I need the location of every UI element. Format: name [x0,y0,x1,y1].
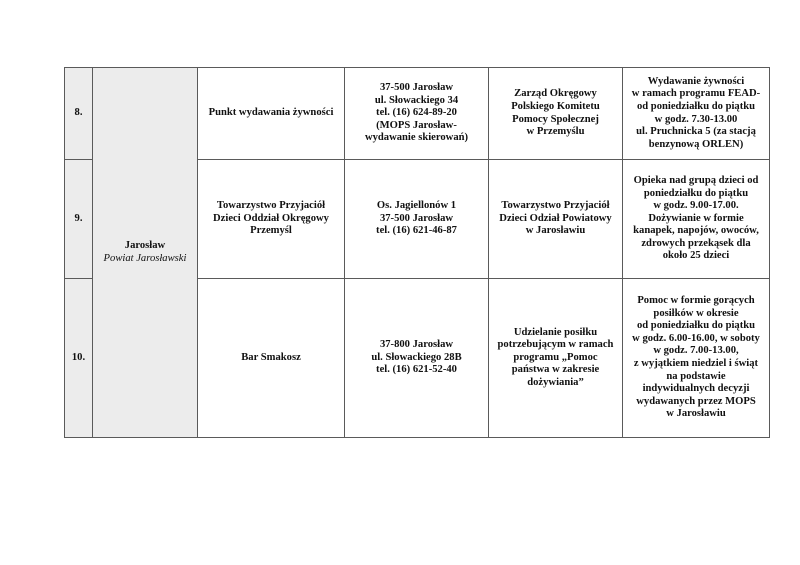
text-line: Udzielanie posiłku [513,326,598,338]
operator-cell [489,279,623,438]
text-line: tel. (16) 621-52-40 [376,364,457,376]
text-line: Wydawanie żywności [647,75,745,87]
text-line: dożywiania” [527,376,584,388]
row-number: 10. [65,279,93,438]
text-line: Pomocy Społecznej [512,113,599,125]
text-line: posiłków w okresie [653,307,739,319]
text-line: poniedziałku do piątku [643,187,749,199]
text-line: ul. Słowackiego 28B [371,351,462,363]
text-line: Opieka nad grupą dzieci od [633,174,759,186]
text-line: indywidualnych decyzji [642,383,750,395]
text-line: na podstawie [666,370,726,382]
text-line: z wyjątkiem niedziel i świąt [633,358,759,369]
text-line: Bar Smakosz [241,351,301,363]
text-line: w Jarosławiu [666,408,726,420]
text-line: w godz. 6.00-16.00, w soboty [632,332,760,344]
location-cell [93,68,198,438]
text-line: Pomoc w formie gorących [637,295,755,307]
text-line: benzynową ORLEN) [648,138,744,150]
text-line: w Przemyślu [526,126,585,138]
text-line: wydawanie skierowań) [364,132,469,144]
text-line: w ramach programu FEAD- [631,88,761,100]
text-line: kanapek, napojów, owoców, [633,225,759,237]
text-line: Punkt wydawania żywności [208,107,334,119]
row-number: 9. [65,160,93,279]
address-cell [345,160,489,279]
text-line: od poniedziałku do piątku [636,320,756,332]
operator-cell [489,160,623,279]
text-line: 37-500 Jarosław [379,212,454,224]
food-assistance-table [64,67,770,438]
text-line: tel. (16) 621-46-87 [376,225,457,237]
text-line: w godz. 9.00-17.00. [653,200,739,212]
text-line: potrzebującym w ramach [497,339,614,351]
text-line: tel. (16) 624-89-20 [376,107,457,119]
text-line: w godz. 7.30-13.00 [654,113,738,125]
institution-name-cell [198,160,345,279]
description-cell [623,68,770,160]
operator-cell [489,68,623,160]
text-line: Dzieci Odział Powiatowy [499,212,612,224]
text-line: około 25 dzieci [662,250,730,262]
location-city: Jarosław [124,239,166,251]
text-line: Polskiego Komitetu [511,100,600,112]
text-line: w godz. 7.00-13.00, [653,345,739,357]
table-row [65,68,770,160]
text-line: 37-500 Jarosław [379,82,454,94]
location-county: Powiat Jarosławski [103,252,187,264]
text-line: 37-800 Jarosław [379,339,454,351]
text-line: Towarzystwo Przyjaciół [216,200,326,212]
text-line: państwa w zakresie [511,364,600,376]
row-number: 8. [65,68,93,160]
text-line: (MOPS Jarosław- [376,119,457,131]
text-line: Towarzystwo Przyjaciół [501,200,610,212]
address-cell [345,279,489,438]
text-line: Dożywianie w formie [648,212,744,224]
address-cell [345,68,489,160]
description-cell [623,160,770,279]
text-line: programu „Pomoc [513,351,598,363]
text-line: od poniedziałku do piątku [636,100,756,112]
text-line: Dzieci Oddział Okręgowy [213,212,329,224]
institution-name-cell [198,68,345,160]
text-line: Zarząd Okręgowy [514,88,597,100]
text-line: ul. Pruchnicka 5 (za stacją [636,126,756,138]
description-cell [623,279,770,438]
text-line: w Jarosławiu [525,225,586,237]
text-line: ul. Słowackiego 34 [374,94,459,106]
text-line: wydawanych przez MOPS [636,395,756,407]
text-line: Os. Jagiellonów 1 [376,200,457,212]
institution-name-cell [198,279,345,438]
text-line: zdrowych przekąsek dla [641,237,751,249]
text-line: Przemyśl [250,225,292,237]
